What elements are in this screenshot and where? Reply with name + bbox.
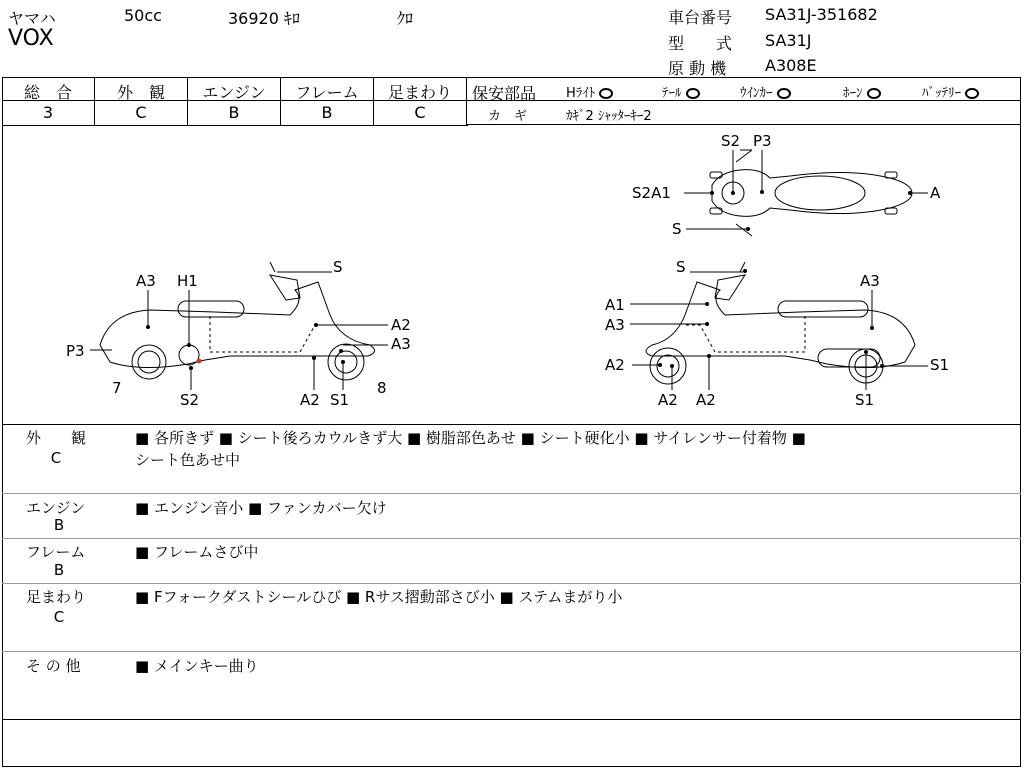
mileage: 36920 ｷﾛ xyxy=(228,9,300,28)
label-a2: A2 xyxy=(391,316,411,334)
key-row-top xyxy=(466,124,1021,125)
grade-overall: 3 xyxy=(42,103,54,122)
label-s: S xyxy=(676,258,686,276)
grade-engine: B xyxy=(228,103,240,122)
marker-dot xyxy=(658,363,662,367)
remark-divider-4 xyxy=(2,651,1021,652)
marker-dot xyxy=(705,322,709,326)
maker: ヤマハ xyxy=(8,9,56,28)
grade-engine-label: エンジン xyxy=(202,83,266,102)
label-8: 8 xyxy=(377,379,387,397)
remark-frame-label: フレーム xyxy=(26,543,86,561)
engine-value: A308E xyxy=(765,56,817,75)
ok-circle-icon xyxy=(965,88,979,99)
grade-exterior: C xyxy=(135,103,147,122)
ok-circle-icon xyxy=(599,88,613,99)
type-value: SA31J xyxy=(765,31,812,50)
label-a1: A1 xyxy=(605,296,625,314)
label-a2: A2 xyxy=(658,391,678,409)
safety-item-winker: ｳｲﾝｶｰ xyxy=(740,82,791,101)
remark-other-line-1: ■ メインキー曲り xyxy=(135,657,259,675)
right-front-wheel xyxy=(650,348,686,384)
grade-frame-label: フレーム xyxy=(295,83,359,102)
label-a3: A3 xyxy=(136,272,156,290)
label-s2: S2 xyxy=(180,391,200,409)
label-a3: A3 xyxy=(860,272,880,290)
top-winker xyxy=(710,172,722,178)
remark-suspension-label: 足まわり xyxy=(26,588,87,606)
left-frame-dashes xyxy=(210,316,330,352)
marker-dot xyxy=(731,191,735,195)
right-side-scooter xyxy=(605,258,949,409)
marker-dot xyxy=(746,227,750,231)
remark-frame-line-1: ■ フレームさび中 xyxy=(135,543,259,561)
safety-item-battery: ﾊﾞｯﾃﾘｰ xyxy=(922,82,979,101)
label-a3: A3 xyxy=(605,316,625,334)
marker-dot xyxy=(870,326,874,330)
marker-dot xyxy=(908,191,912,195)
left-side-scooter xyxy=(66,258,411,409)
left-front-hub xyxy=(335,351,357,373)
marker-dot xyxy=(705,302,709,306)
label-s2a1: S2A1 xyxy=(632,184,671,202)
marker-dot xyxy=(707,354,711,358)
damage-mark-icon xyxy=(197,359,202,364)
top-winker xyxy=(710,208,722,214)
grade-overall-label: 総 合 xyxy=(23,83,72,102)
remark-exterior-line-1: ■ 各所きず ■ シート後ろカウルきず大 ■ 樹脂部色あせ ■ シート硬化小 ■ サイレンサー付着物 ■ xyxy=(135,429,806,447)
right-handlebar xyxy=(715,275,745,300)
remark-suspension-grade: C xyxy=(53,608,65,626)
marker-dot xyxy=(743,269,747,273)
remark-exterior-line-2: シート色あせ中 xyxy=(135,451,241,469)
label-7: 7 xyxy=(112,379,122,397)
marker-dot xyxy=(312,356,316,360)
top-view-scooter xyxy=(632,132,941,238)
key-value: ｶｷﾞ2 ｼｬｯﾀｰｷｰ2 xyxy=(566,109,652,124)
label-s1: S1 xyxy=(330,391,350,409)
left-front-wheel xyxy=(328,344,364,380)
safety-item-headlight: Hﾗｲﾄ xyxy=(566,82,613,101)
remark-frame-grade: B xyxy=(53,561,65,579)
marker-dot xyxy=(341,360,345,364)
label-a: A xyxy=(930,184,941,202)
label-s1: S1 xyxy=(855,391,875,409)
left-rear-wheel xyxy=(132,345,166,379)
right-seat xyxy=(778,301,868,317)
type-label: 型 式 xyxy=(668,34,733,53)
remark-divider-2 xyxy=(2,538,1021,539)
color: ｸﾛ xyxy=(397,9,414,28)
marker-dot xyxy=(189,366,193,370)
safety-label: 保安部品 xyxy=(472,84,537,103)
displacement: 50cc xyxy=(124,6,162,25)
left-seat xyxy=(178,301,244,317)
remark-suspension-line-1: ■ Fフォークダストシールひび ■ Rサス摺動部さび小 ■ ステムまがり小 xyxy=(135,588,623,606)
ok-circle-icon xyxy=(777,88,791,99)
label-a2: A2 xyxy=(300,391,320,409)
right-frame-dashes xyxy=(685,316,805,352)
left-handlebar xyxy=(270,275,300,300)
label-a3: A3 xyxy=(391,335,411,353)
marker-dot xyxy=(314,323,318,327)
grade-exterior-label: 外 観 xyxy=(116,83,165,102)
grade-frame: B xyxy=(321,103,333,122)
label-p3: P3 xyxy=(66,342,85,360)
marker-dot xyxy=(339,349,343,353)
safety-item-tail: ﾃｰﾙ xyxy=(662,82,700,101)
grade-sep-5 xyxy=(466,77,467,125)
frame-no: SA31J-351682 xyxy=(765,5,878,24)
engine-label: 原 動 機 xyxy=(668,59,727,78)
safety-item-horn: ﾎｰﾝ xyxy=(843,82,881,101)
model-name: VOX xyxy=(8,26,54,51)
remark-divider-1 xyxy=(2,493,1021,494)
label-a2: A2 xyxy=(605,356,625,374)
marker-dot xyxy=(670,364,674,368)
top-seat xyxy=(775,176,865,210)
marker-dot xyxy=(880,364,884,368)
remark-exterior-label: 外 観 xyxy=(26,429,87,447)
remark-engine-label: エンジン xyxy=(26,499,86,517)
grade-suspension-label: 足まわり xyxy=(387,83,452,102)
frame-no-label: 車台番号 xyxy=(668,8,733,27)
label-s: S xyxy=(672,220,682,238)
marker-dot xyxy=(760,190,764,194)
marker-dot xyxy=(864,350,868,354)
label-p3: P3 xyxy=(753,132,772,150)
remark-other-label: そ の 他 xyxy=(26,657,81,675)
diagram-bottom xyxy=(2,424,1021,425)
left-engine-cover xyxy=(179,345,199,365)
label-s2: S2 xyxy=(721,132,741,150)
label-s1: S1 xyxy=(930,356,950,374)
label-h1: H1 xyxy=(177,272,198,290)
remark-divider-3 xyxy=(2,583,1021,584)
remark-engine-line-1: ■ エンジン音小 ■ ファンカバー欠け xyxy=(135,499,387,517)
marker-dot xyxy=(710,191,714,195)
ok-circle-icon xyxy=(867,88,881,99)
top-mirror-stem xyxy=(736,150,752,162)
key-label: カ ギ xyxy=(488,109,528,124)
left-rear-hub xyxy=(138,351,160,373)
grade-suspension: C xyxy=(414,103,426,122)
ok-circle-icon xyxy=(686,88,700,99)
remark-exterior-grade: C xyxy=(50,449,62,467)
left-mirror xyxy=(270,262,275,272)
label-s: S xyxy=(333,258,343,276)
damage-diagram xyxy=(0,126,1024,424)
remark-divider-5 xyxy=(2,719,1021,720)
remark-engine-grade: B xyxy=(53,516,65,534)
label-a2: A2 xyxy=(696,391,716,409)
